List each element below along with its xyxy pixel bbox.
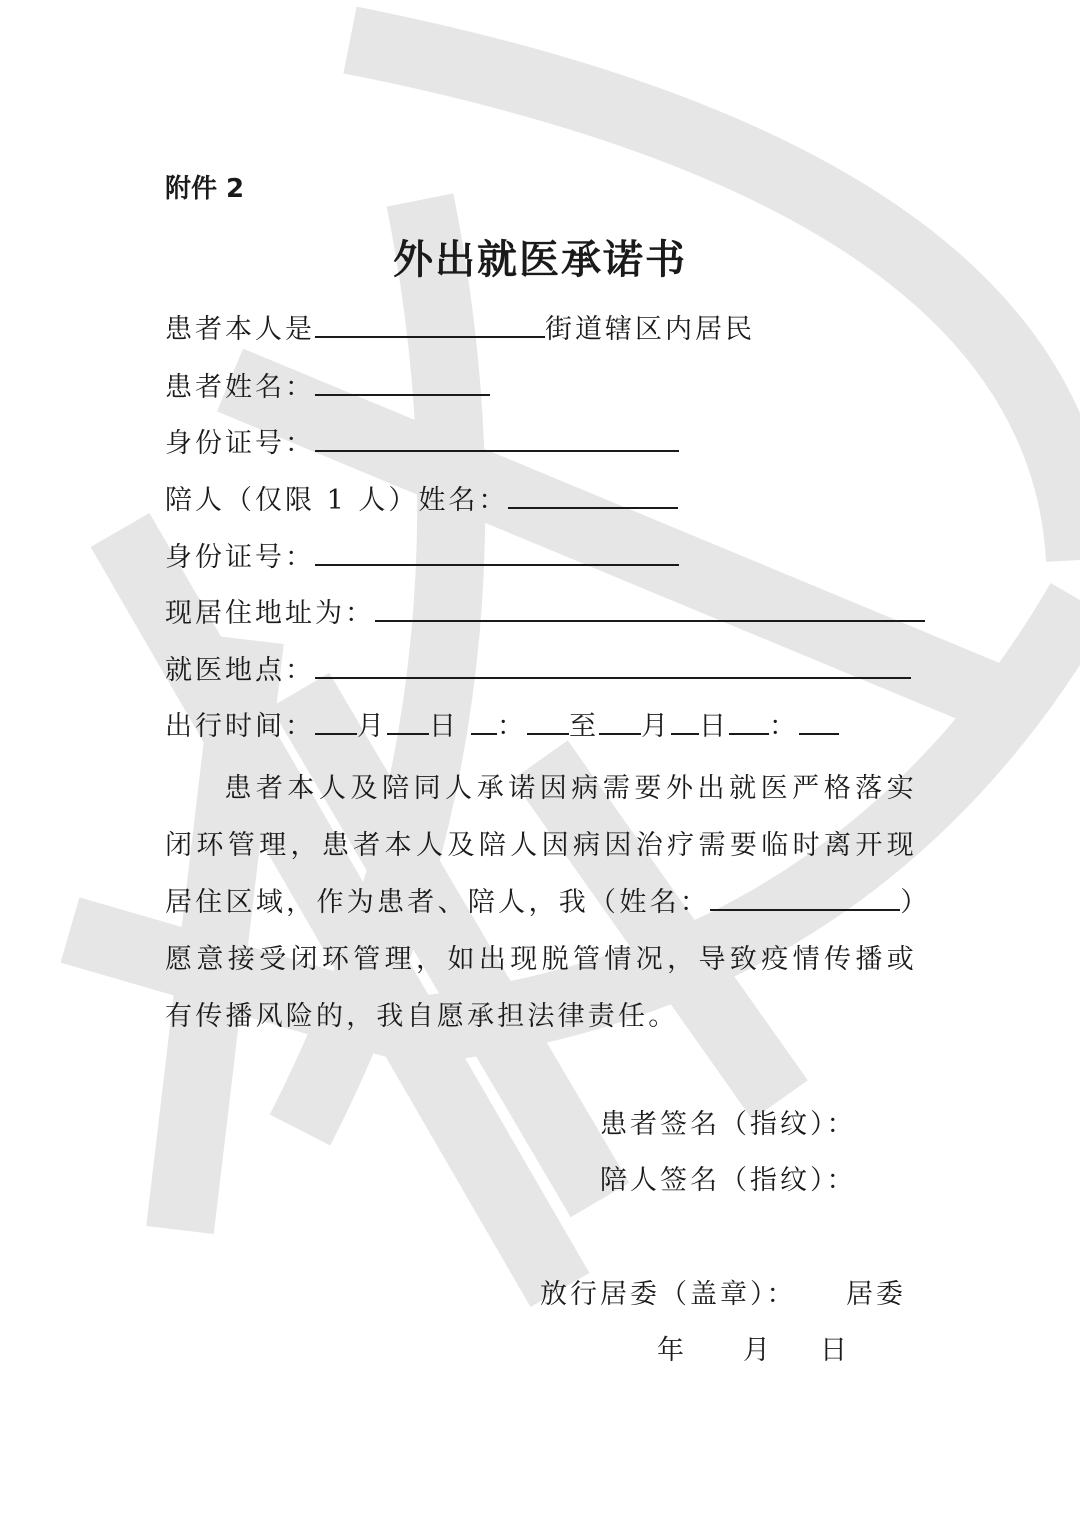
street-input-line[interactable] — [315, 306, 545, 338]
pledge-text-part2: ）愿意接受闭环管理，如出现脱管情况，导致疫情传播或有传播风险的，我自愿承担法律责任。 — [165, 887, 917, 1032]
patient-name-row — [165, 364, 490, 404]
start-colon: ： — [497, 711, 527, 742]
end-month-line[interactable] — [599, 703, 641, 735]
companion-id-line[interactable] — [315, 534, 679, 566]
date-month: 月 — [743, 1335, 773, 1366]
address-row — [165, 590, 925, 630]
companion-id-row — [165, 534, 679, 574]
end-hour-line[interactable] — [729, 703, 769, 735]
committee-stamp-label: 放行居委（盖章）： — [540, 1279, 797, 1310]
date-year: 年 — [657, 1335, 687, 1366]
address-label: 现居住地址为： — [165, 598, 375, 629]
end-minute-line[interactable] — [799, 703, 839, 735]
patient-id-label: 身份证号： — [165, 428, 315, 459]
attachment-label: 附件 2 — [165, 174, 245, 204]
patient-id-line[interactable] — [315, 420, 679, 452]
companion-name-row — [165, 477, 678, 517]
companion-id-label: 身份证号： — [165, 542, 315, 573]
hospital-label: 就医地点： — [165, 655, 315, 686]
companion-name-line[interactable] — [508, 477, 678, 509]
patient-signature-label: 患者签名（指纹）： — [600, 1109, 857, 1140]
pledge-name-line[interactable] — [710, 883, 900, 911]
companion-signature-label: 陪人签名（指纹）： — [600, 1165, 857, 1196]
patient-name-line[interactable] — [315, 364, 490, 396]
residence-prefix: 患者本人是 — [165, 314, 315, 345]
to-label: 至 — [569, 711, 599, 742]
patient-id-row — [165, 420, 679, 460]
end-day-line[interactable] — [671, 703, 699, 735]
date-day: 日 — [820, 1335, 850, 1366]
patient-name-label: 患者姓名： — [165, 372, 315, 403]
end-colon: ： — [769, 711, 799, 742]
end-month-label: 月 — [641, 711, 671, 742]
end-day-label: 日 — [699, 711, 729, 742]
start-month-line[interactable] — [315, 703, 357, 735]
start-day-label: 日 — [429, 711, 459, 742]
hospital-line[interactable] — [315, 647, 911, 679]
travel-time-label: 出行时间： — [165, 711, 315, 742]
page-title: 外出就医承诺书 — [393, 237, 687, 283]
pledge-paragraph — [165, 760, 917, 1045]
residence-suffix: 街道辖区内居民 — [545, 314, 755, 345]
start-hour-line[interactable] — [471, 703, 497, 735]
travel-time-row — [165, 703, 839, 743]
start-minute-line[interactable] — [527, 703, 569, 735]
pledge-text-part1: 患者本人及陪同人承诺因病需要外出就医严格落实闭环管理，患者本人及陪人因病因治疗需要临时离开现居住区域，作为患者、陪人，我（姓名： — [165, 773, 917, 918]
committee-suffix: 居委 — [846, 1279, 906, 1310]
companion-name-label: 陪人（仅限 1 人）姓名： — [165, 485, 509, 516]
residence-row — [165, 306, 755, 346]
start-month-label: 月 — [357, 711, 387, 742]
start-day-line[interactable] — [387, 703, 429, 735]
hospital-row — [165, 647, 911, 687]
address-line[interactable] — [375, 590, 925, 622]
